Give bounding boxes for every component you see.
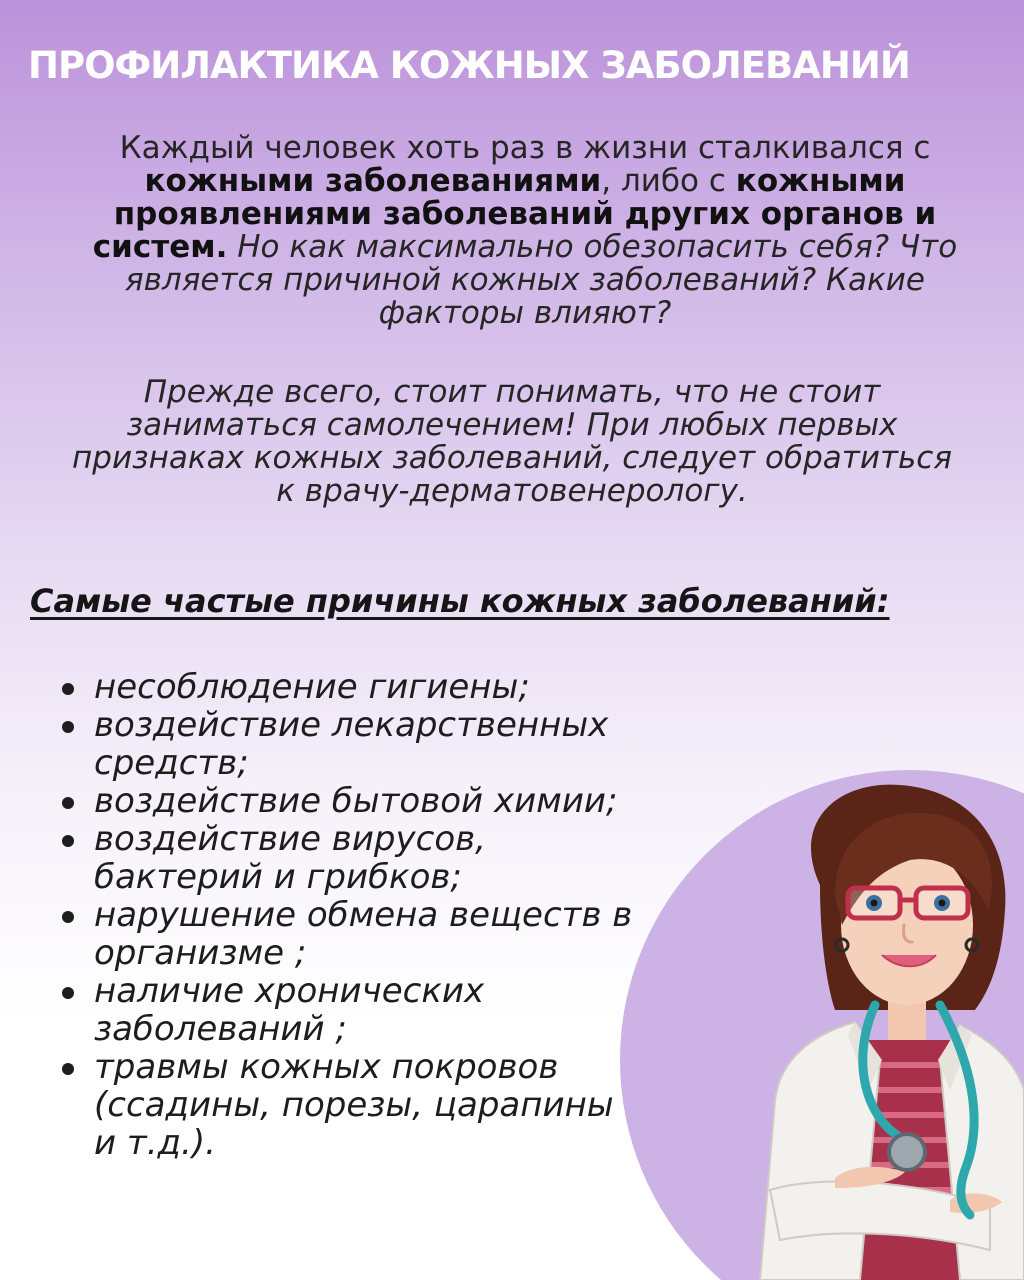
cause-item: воздействие лекарственных средств; [56,706,636,782]
cause-item: наличие хронических заболеваний ; [56,972,636,1048]
cause-item: травмы кожных покровов (ссадины, порезы, царапины и т.д.). [56,1048,636,1162]
intro-text-3: Но как максимально обезопасить себя? Что является причиной кожных заболеваний? Какие факторы влияют? [125,229,958,331]
intro-bold-1: кожными заболеваниями [144,163,602,199]
intro-text-2: , либо с [601,163,736,199]
cause-item: воздействие вирусов, бактерий и грибков; [56,820,636,896]
cause-item: несоблюдение гигиены; [56,668,636,706]
causes-heading: Самые частые причины кожных заболеваний: [30,582,890,620]
cause-item: воздействие бытовой химии; [56,782,636,820]
pupil-right [939,900,946,907]
intro-paragraph [80,132,970,330]
causes-list [56,668,636,1162]
intro-text-1: Каждый человек хоть раз в жизни сталкивался с [119,130,931,166]
pupil-left [871,900,878,907]
warning-paragraph: Прежде всего, стоит понимать, что не стоит заниматься самолечением! При любых первых признаках кожных заболеваний, следует обратиться к врачу-дерматовенерологу. [72,374,952,509]
cause-item: нарушение обмена веществ в организме ; [56,896,636,972]
stethoscope-chestpiece-icon [889,1134,925,1170]
page-title: ПРОФИЛАКТИКА КОЖНЫХ ЗАБОЛЕВАНИЙ [28,44,910,87]
doctor-woman-illustration [620,760,1024,1280]
intro-bold-2: кожными проявлениями заболеваний других органов и систем. [92,163,937,265]
